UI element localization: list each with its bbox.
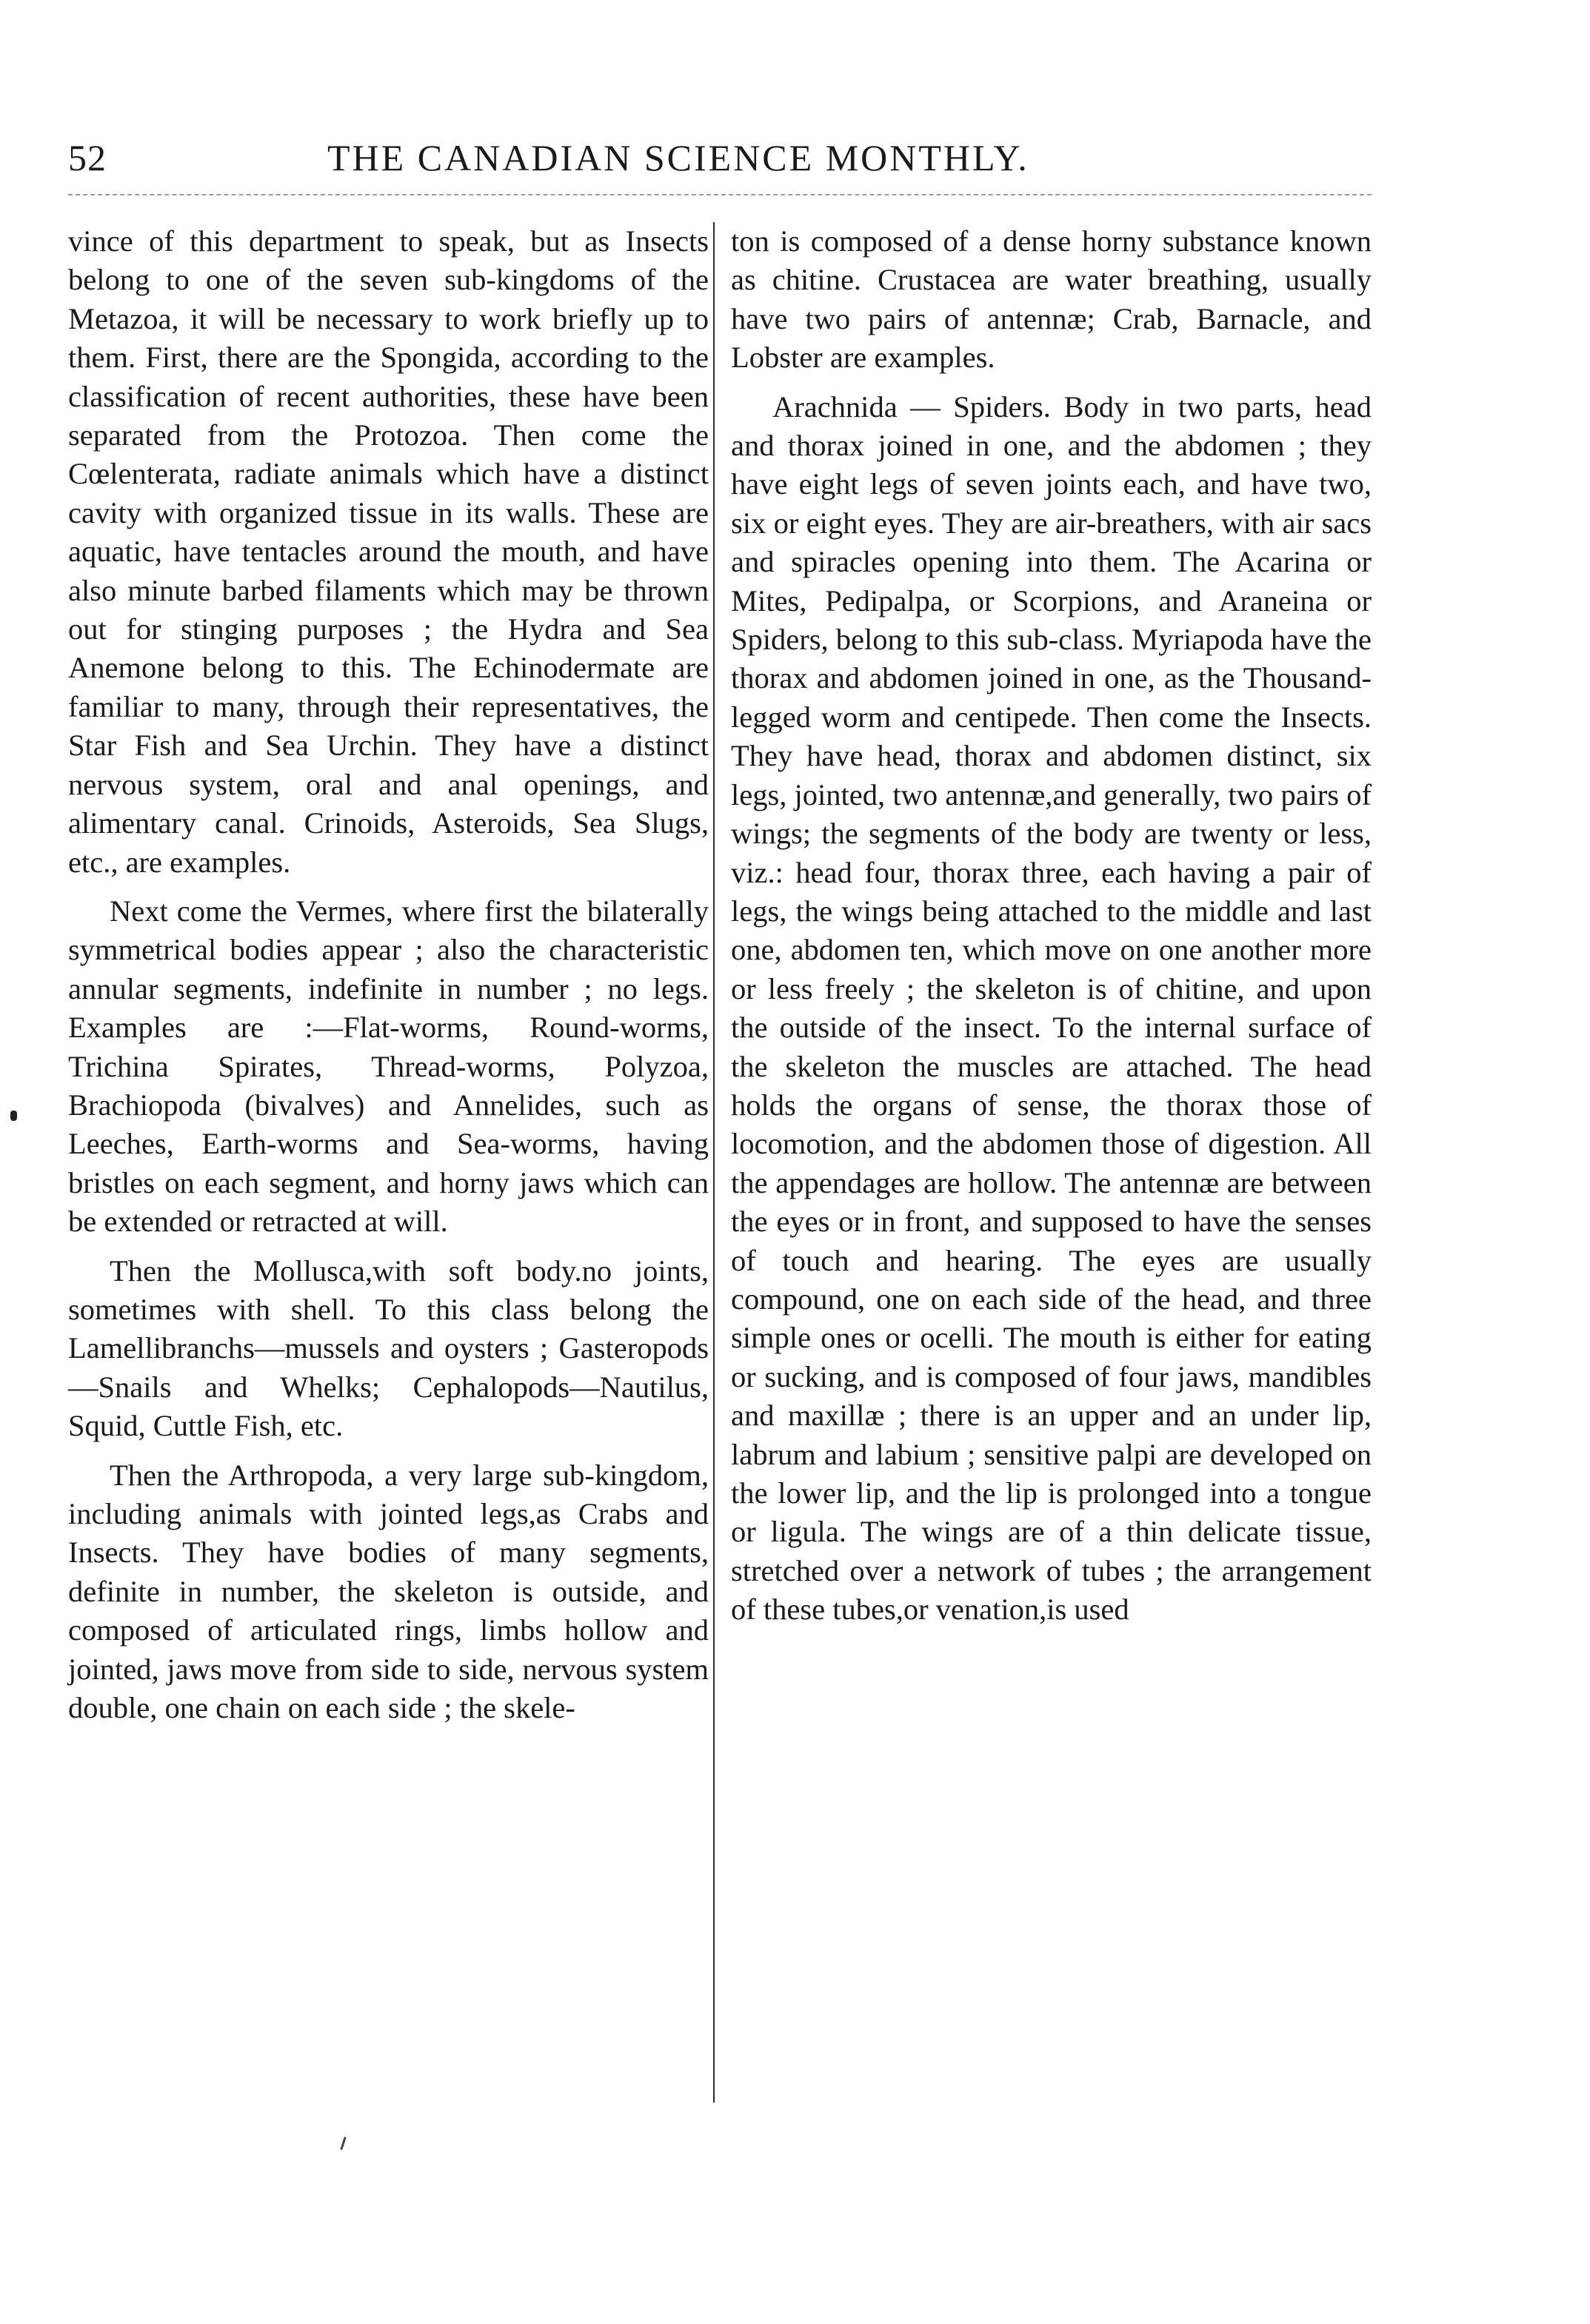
page-header	[68, 132, 1372, 184]
margin-ink-mark	[10, 1111, 17, 1121]
left-paragraph-1: vince of this department to speak, but as Insects belong to one of the seven sub-kingdoms of the Metazoa, it will be necessary to work briefly up to them. First, there are the Spongida, according to the classification of recent authorities, these have been separated from the Protozoa. Then come the Cœlenterata, radiate animals which have a distinct cavity with organized tissue in its walls. These are aquatic, have tentacles around the mouth, and have also minute barbed filaments which may be thrown out for stinging purposes ; the Hydra and Sea Anemone belong to this. The Echinodermate are familiar to many, through their representatives, the Star Fish and Sea Urchin. They have a distinct nervous system, oral and anal openings, and alimentary canal. Crinoids, Asteroids, Sea Slugs, etc., are examples.	[68, 224, 709, 879]
right-paragraph-1: ton is composed of a dense horny substance known as chitine. Crustacea are water breathing, usually have two pairs of antennæ; Crab, Barnacle, and Lobster are examples.	[731, 224, 1372, 375]
page-number: 52	[68, 137, 107, 178]
left-paragraph-4: Then the Arthropoda, a very large sub-kingdom, including animals with jointed legs,as Crabs and Insects. They have bodies of many segments, definite in number, the skeleton is outside, and composed of articulated rings, limbs hollow and jointed, jaws move from side to side, nervous system double, one chain on each side ; the skele-	[68, 1458, 709, 1725]
right-paragraph-2: Arachnida — Spiders. Body in two parts, head and thorax joined in one, and the abdomen ; they have eight legs of seven joints each, and have two, six or eight eyes. They are air-breathers, with air sacs and spiracles opening into them. The Acarina or Mites, Pedipalpa, or Scorpions, and Araneina or Spiders, belong to this sub-class. Myriapoda have the thorax and abdomen joined in one, as the Thousand-legged worm and centipede. Then come the Insects. They have head, thorax and abdomen distinct, six legs, jointed, two antennæ,and generally, two pairs of wings; the segments of the body are twenty or less, viz.: head four, thorax three, each having a pair of legs, the wings being attached to the middle and last one, abdomen ten, which move on one another more or less freely ; the skeleton is of chitine, and upon the outside of the insect. To the internal surface of the skeleton the muscles are attached. The head holds the organs of sense, the thorax those of locomotion, and the abdomen those of digestion. All the appendages are hollow. The antennæ are between the eyes or in front, and supposed to have the senses of touch and hearing. The eyes are usually compound, one on each side of the head, and three simple ones or ocelli. The mouth is either for eating or sucking, and is composed of four jaws, mandibles and maxillæ ; there is an upper and an under lip, labrum and labium ; sensitive palpi are developed on the lower lip, and the lip is prolonged into a tongue or ligula. The wings are of a thin delicate tissue, stretched over a network of tubes ; the arrangement of these tubes,or venation,is used	[731, 389, 1372, 1627]
left-column	[68, 222, 709, 1727]
right-column	[731, 222, 1372, 1630]
header-rule	[68, 194, 1372, 195]
left-paragraph-2: Next come the Vermes, where first the bilaterally symmetrical bodies appear ; also the characteristic annular segments, indefinite in number ; no legs. Examples are :—Flat-worms, Round-worms, Trichina Spirates, Thread-worms, Polyzoa, Brachiopoda (bivalves) and Annelides, such as Leeches, Earth-worms and Sea-worms, having bristles on each segment, and horny jaws which can be extended or retracted at will.	[68, 894, 709, 1239]
running-title: THE CANADIAN SCIENCE MONTHLY.	[327, 137, 1029, 178]
column-divider	[713, 222, 715, 2103]
stray-ink-mark	[340, 2137, 346, 2150]
left-paragraph-3: Then the Mollusca,with soft body.no joints, sometimes with shell. To this class belong the Lamellibranchs—mussels and oysters ; Gasteropods—Snails and Whelks; Cephalopods—Nautilus, Squid, Cuttle Fish, etc.	[68, 1253, 709, 1443]
